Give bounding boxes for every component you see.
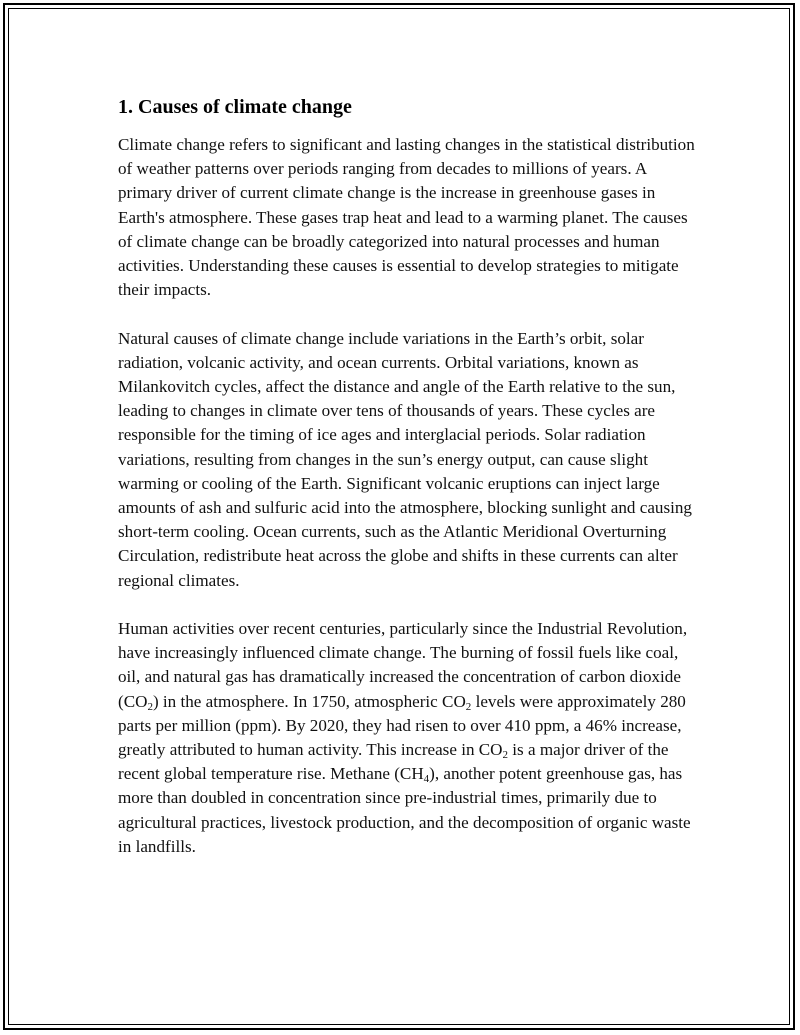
text-run: ), another potent greenhouse gas, has more than doubled in concentration since pre-industrial times, primarily due to agricultural practices, livestock production, and the decomposition of organic waste in landfills.	[118, 764, 691, 856]
subscript: 2	[147, 700, 153, 713]
section-title: 1. Causes of climate change	[118, 96, 352, 118]
subscript: 2	[465, 700, 472, 713]
text-run: Human activities over recent centuries, particularly since the Industrial Revolution, have increasingly influenced climate change. The burning of fossil fuels like coal, oil, and natural gas has dramatically increased the concentration of carbon dioxide (CO	[118, 619, 688, 711]
subscript: 2	[502, 749, 509, 762]
document-body	[118, 95, 698, 883]
subscript: 4	[423, 773, 430, 786]
text-run: ) in the atmosphere. In 1750, atmospheric CO	[152, 691, 466, 711]
paragraph-natural-causes: Natural causes of climate change include variations in the Earth’s orbit, solar radiation, volcanic activity, and ocean currents. Orbital variations, known as Milankovitch cycles, affect the distance and angle of the Earth relative to the sun, leading to changes in climate over tens of thousands of years. These cycles are responsible for the timing of ice ages and interglacial periods. Solar radiation variations, resulting from changes in the sun’s energy output, can cause slight warming or cooling of the Earth. Significant volcanic eruptions can inject large amounts of ash and sulfuric acid into the atmosphere, blocking sunlight and causing short-term cooling. Ocean currents, such as the Atlantic Meridional Overturning Circulation, redistribute heat across the globe and shifts in these currents can alter regional climates.	[118, 328, 692, 590]
paragraph-intro: Climate change refers to significant and lasting changes in the statistical distribution of weather patterns over periods ranging from decades to millions of years. A primary driver of current climate change is the increase in greenhouse gases in Earth's atmosphere. These gases trap heat and lead to a warming planet. The causes of climate change can be broadly categorized into natural processes and human activities. Understanding these causes is essential to develop strategies to mitigate their impacts.	[118, 135, 695, 300]
paragraph-human-causes	[118, 617, 698, 859]
text-run: is a major driver of the recent global temperature rise. Methane (CH	[118, 740, 669, 784]
text-run: levels were approximately 280 parts per million (ppm). By 2020, they had risen to over 410 ppm, a 46% increase, greatly attributed to human activity. This increase in CO	[118, 691, 686, 760]
